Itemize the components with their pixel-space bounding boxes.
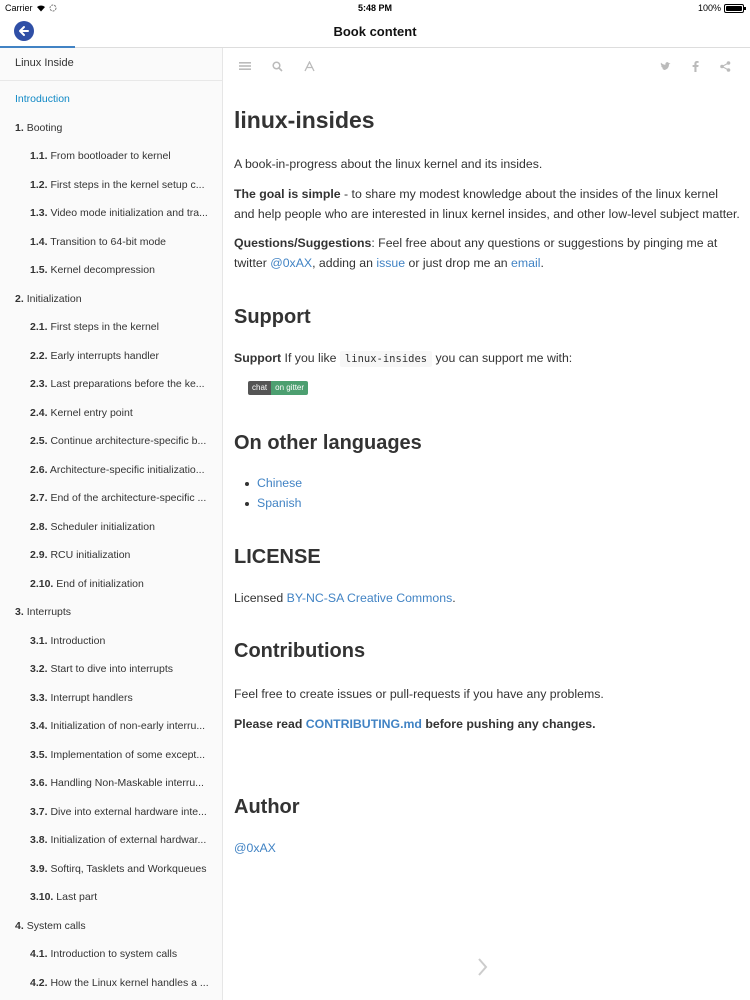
toc-item[interactable] bbox=[0, 883, 222, 912]
support-bold: Support bbox=[234, 350, 282, 365]
toc-item[interactable] bbox=[0, 513, 222, 542]
toc-item-label: Initialization of non-early interru... bbox=[50, 720, 206, 732]
toc-item[interactable] bbox=[0, 456, 222, 485]
toc-item-number: 3.1. bbox=[30, 634, 48, 647]
badge-left: chat bbox=[248, 381, 271, 395]
email-link[interactable]: email bbox=[511, 256, 541, 271]
license-text: Licensed bbox=[234, 590, 287, 605]
toc-item-label: Start to dive into interrupts bbox=[50, 663, 173, 675]
questions-text: . bbox=[540, 256, 544, 271]
carrier-label: Carrier bbox=[5, 3, 33, 13]
badge-row bbox=[234, 377, 740, 397]
author-heading: Author bbox=[234, 795, 300, 818]
toc-item-number: 3.5. bbox=[30, 748, 48, 761]
toc-item-number: 1.4. bbox=[30, 235, 48, 248]
languages-heading: On other languages bbox=[234, 431, 422, 454]
book-toolbar bbox=[224, 48, 750, 84]
toc-item-label: Continue architecture-specific b... bbox=[50, 435, 207, 447]
article-title: linux-insides bbox=[234, 107, 375, 133]
questions-paragraph bbox=[234, 234, 740, 274]
font-icon[interactable] bbox=[302, 59, 316, 73]
chevron-right-icon bbox=[476, 955, 490, 979]
toc-item-number: 2.1. bbox=[30, 321, 48, 333]
toc-item-number: 1.5. bbox=[30, 264, 48, 276]
book-summary-sidebar bbox=[0, 48, 223, 1000]
toc-item-number: 3.9. bbox=[30, 862, 48, 875]
toc-item-number: 3.7. bbox=[30, 805, 48, 818]
toc-item-label: First steps in the kernel setup c... bbox=[50, 178, 205, 191]
contributing-link[interactable]: CONTRIBUTING.md bbox=[305, 717, 422, 732]
author-paragraph bbox=[234, 839, 740, 859]
toc-item-label: Kernel decompression bbox=[50, 264, 155, 276]
toc-item-label: Dive into external hardware inte... bbox=[50, 805, 207, 818]
toc-item-label: Scheduler initialization bbox=[50, 520, 155, 533]
toc-item-number: 3.3. bbox=[30, 691, 48, 704]
toc-item-number: 3.8. bbox=[30, 834, 48, 846]
toc-item-number: 2.4. bbox=[30, 406, 48, 419]
questions-text: : Feel free about any questions or suggestions by pinging me at twitter bbox=[234, 236, 718, 271]
toc-item[interactable] bbox=[0, 741, 222, 770]
toc-item[interactable] bbox=[0, 627, 222, 656]
inline-code: linux-insides bbox=[340, 351, 432, 367]
support-paragraph bbox=[234, 349, 740, 370]
toc-item[interactable] bbox=[0, 712, 222, 741]
toc-item-number: 3.10. bbox=[30, 891, 54, 903]
toc-item[interactable] bbox=[0, 313, 222, 342]
toc-item-number: 1.2. bbox=[30, 178, 48, 191]
toc-item-number: 2.6. bbox=[30, 463, 48, 476]
gitter-badge[interactable] bbox=[248, 381, 308, 395]
toc-item-label: Early interrupts handler bbox=[50, 349, 159, 362]
toc-item-label: Architecture-specific initializatio... bbox=[49, 463, 205, 476]
toc-item-label: End of initialization bbox=[56, 577, 144, 590]
battery-indicator bbox=[698, 3, 744, 13]
toc-item[interactable] bbox=[0, 228, 222, 257]
goal-paragraph bbox=[234, 185, 740, 225]
toc-item-number: 2.7. bbox=[30, 492, 48, 504]
article-body bbox=[234, 106, 740, 859]
toc-item[interactable] bbox=[0, 484, 222, 513]
toc-item-label: System calls bbox=[26, 919, 86, 932]
toc-item[interactable] bbox=[0, 85, 222, 114]
twitter-icon[interactable] bbox=[658, 59, 672, 73]
toc-item[interactable] bbox=[0, 285, 222, 314]
toc-item-number: 2.10. bbox=[30, 577, 54, 590]
book-content bbox=[224, 48, 750, 1000]
toc-item-number: 4.2. bbox=[30, 976, 48, 989]
toc-item-label: Softirq, Tasklets and Workqueues bbox=[50, 862, 207, 875]
author-link[interactable]: @0xAX bbox=[234, 840, 276, 855]
intro-paragraph: A book-in-progress about the linux kernel and its insides. bbox=[234, 157, 543, 171]
support-text: If you like bbox=[281, 350, 340, 365]
menu-icon[interactable] bbox=[238, 59, 252, 73]
contributions-paragraph: Feel free to create issues or pull-requests if you have any problems. bbox=[234, 687, 604, 702]
goal-text: - to share my modest knowledge about the insides of the linux kernel and help people who are interested in linux kernel insides, and other low-level subject matter. bbox=[234, 186, 740, 221]
book-title[interactable]: Linux Inside bbox=[0, 48, 222, 81]
search-icon[interactable] bbox=[270, 59, 284, 73]
toc-item-number: 2. bbox=[15, 292, 24, 305]
toc-item[interactable] bbox=[0, 940, 222, 969]
facebook-icon[interactable] bbox=[688, 59, 702, 73]
toc-item-label: Initialization bbox=[26, 292, 82, 305]
toc-item-number: 1.3. bbox=[30, 207, 48, 219]
navigation-bar bbox=[0, 16, 750, 48]
license-heading: LICENSE bbox=[234, 545, 321, 568]
license-paragraph bbox=[234, 589, 740, 609]
list-item bbox=[244, 474, 740, 494]
toc-item[interactable] bbox=[0, 598, 222, 627]
toc-item[interactable] bbox=[0, 655, 222, 684]
toc-item[interactable] bbox=[0, 541, 222, 570]
toc-item-number: 1.1. bbox=[30, 150, 48, 162]
toc-item[interactable] bbox=[0, 370, 222, 399]
goal-bold: The goal is simple bbox=[234, 186, 341, 201]
toc-item[interactable] bbox=[0, 342, 222, 371]
contrib-bold: Please read bbox=[234, 717, 306, 732]
support-heading: Support bbox=[234, 305, 311, 328]
toc-item-label: Interrupt handlers bbox=[50, 691, 133, 704]
toc-item-label: Transition to 64-bit mode bbox=[50, 235, 167, 248]
questions-text: or just drop me an bbox=[405, 256, 512, 271]
battery-icon bbox=[724, 4, 744, 13]
next-page-button[interactable] bbox=[476, 955, 490, 979]
toc-item[interactable] bbox=[0, 142, 222, 171]
toc-item-label: Kernel entry point bbox=[50, 406, 133, 419]
toc-item-label: Introduction to system calls bbox=[50, 948, 178, 960]
issue-link[interactable]: issue bbox=[376, 256, 406, 271]
toc-item-label: End of the architecture-specific ... bbox=[50, 492, 207, 504]
contrib-bold: before pushing any changes. bbox=[421, 717, 596, 732]
toc-item-number: 2.8. bbox=[30, 520, 48, 533]
toc-item[interactable] bbox=[0, 798, 222, 827]
toc-item-number: 2.2. bbox=[30, 349, 48, 362]
questions-text: , adding an bbox=[312, 256, 377, 271]
toc-item[interactable] bbox=[0, 427, 222, 456]
language-link-spanish[interactable]: Spanish bbox=[257, 495, 302, 510]
toc-item-label: Booting bbox=[26, 121, 63, 134]
toc-item-label: Introduction bbox=[15, 93, 70, 105]
toc-item[interactable] bbox=[0, 969, 222, 998]
questions-bold: Questions/Suggestions bbox=[234, 236, 372, 251]
toc-item-number: 2.3. bbox=[30, 378, 48, 390]
battery-percent: 100% bbox=[697, 3, 721, 13]
toc-item-label: From bootloader to kernel bbox=[50, 150, 171, 162]
toc-item-label: First steps in the kernel bbox=[50, 321, 159, 333]
toc-item[interactable] bbox=[0, 171, 222, 200]
toc-item[interactable] bbox=[0, 684, 222, 713]
status-bar bbox=[0, 0, 750, 16]
toc-item[interactable] bbox=[0, 912, 222, 941]
languages-list bbox=[234, 474, 740, 514]
toc-item[interactable] bbox=[0, 399, 222, 428]
toc-item-number: 2.9. bbox=[30, 549, 48, 561]
license-end: . bbox=[452, 590, 456, 605]
toc-item-number: 4. bbox=[15, 919, 24, 932]
toc-item-label: Interrupts bbox=[26, 606, 72, 618]
toc-item-label: Video mode initialization and tra... bbox=[50, 207, 208, 219]
twitter-link[interactable]: @0xAX bbox=[270, 256, 313, 271]
toc-item-label: Implementation of some except... bbox=[50, 748, 206, 761]
list-item bbox=[244, 494, 740, 514]
toc-item-label: RCU initialization bbox=[50, 549, 131, 561]
toc-item-number: 2.5. bbox=[30, 435, 48, 447]
toc-item-number: 3.2. bbox=[30, 663, 48, 675]
support-text: you can support me with: bbox=[432, 350, 573, 365]
toc-item[interactable] bbox=[0, 826, 222, 855]
contributions-heading: Contributions bbox=[234, 640, 366, 663]
share-icon[interactable] bbox=[718, 59, 732, 73]
badge-right: on gitter bbox=[271, 381, 308, 395]
toc-item-label: Last part bbox=[56, 891, 98, 903]
toc-item-label: How the Linux kernel handles a ... bbox=[50, 976, 209, 989]
toc-item-number: 3.6. bbox=[30, 777, 48, 789]
license-link[interactable]: BY-NC-SA Creative Commons bbox=[286, 590, 453, 605]
page-title: Book content bbox=[333, 24, 417, 39]
language-link-chinese[interactable]: Chinese bbox=[257, 475, 303, 490]
toc-item[interactable] bbox=[0, 855, 222, 884]
toc-item-label: Last preparations before the ke... bbox=[50, 378, 205, 390]
toc-item[interactable] bbox=[0, 769, 222, 798]
toc-item-label: Handling Non-Maskable interru... bbox=[50, 777, 204, 789]
table-of-contents bbox=[0, 81, 222, 997]
toc-item-number: 3. bbox=[15, 606, 24, 618]
toc-item-number: 4.1. bbox=[30, 948, 48, 960]
toc-item[interactable] bbox=[0, 199, 222, 228]
contributing-note bbox=[234, 715, 740, 735]
toc-item[interactable] bbox=[0, 570, 222, 599]
toc-item[interactable] bbox=[0, 114, 222, 143]
toc-item-number: 3.4. bbox=[30, 720, 48, 732]
toc-item[interactable] bbox=[0, 256, 222, 285]
toc-item-label: Introduction bbox=[50, 634, 106, 647]
clock: 5:48 PM bbox=[357, 3, 392, 13]
toc-item-label: Initialization of external hardwar... bbox=[50, 834, 207, 846]
toc-item-number: 1. bbox=[15, 121, 24, 134]
